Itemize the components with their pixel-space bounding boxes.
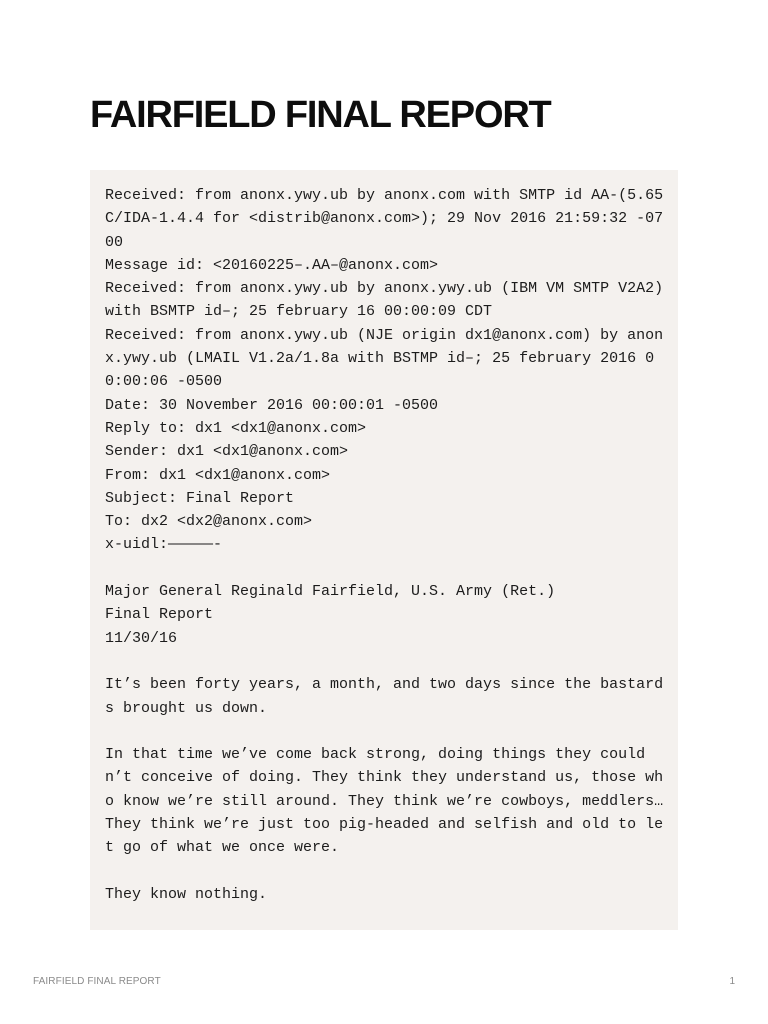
email-line: Date: 30 November 2016 00:00:01 -0500 xyxy=(105,396,439,414)
email-line: x-uidl:—————- xyxy=(105,536,223,554)
document-title: FAIRFIELD FINAL REPORT xyxy=(90,94,551,136)
email-line: It’s been forty years, a month, and two days since the bastards brought us down. xyxy=(105,676,664,717)
email-line: Received: from anonx.ywy.ub by anonx.com with SMTP id AA-(5.65C/IDA-1.4.4 for <distrib@anonx.com>); 29 Nov 2016 21:59:32 -0700 xyxy=(105,187,664,251)
email-line: Subject: Final Report xyxy=(105,489,295,507)
email-line: From: dx1 <dx1@anonx.com> xyxy=(105,466,331,484)
email-content-block xyxy=(90,170,678,930)
footer-title: FAIRFIELD FINAL REPORT xyxy=(33,976,161,987)
email-line: In that time we’ve come back strong, doing things they couldn’t conceive of doing. They think they understand us, those who know we’re still around. They think we’re cowboys, meddlers… They think we’re just too pig-headed and selfish and old to let go of what we once were. xyxy=(105,746,673,857)
email-line: Message id: <20160225–.AA–@anonx.com> xyxy=(105,256,439,274)
email-text xyxy=(105,184,673,906)
email-line: Received: from anonx.ywy.ub by anonx.ywy.ub (IBM VM SMTP V2A2) xyxy=(105,280,664,298)
page-number: 1 xyxy=(729,976,735,987)
email-line: Sender: dx1 <dx1@anonx.com> xyxy=(105,443,349,461)
email-line: To: dx2 <dx2@anonx.com> xyxy=(105,513,313,531)
email-line: Final Report xyxy=(105,606,214,624)
email-line: Received: from anonx.ywy.ub (NJE origin dx1@anonx.com) by anonx.ywy.ub (LMAIL V1.2a/1.8a with BSTMP id–; 25 february 2016 00:00:06 -0500 xyxy=(105,326,664,391)
email-line: with BSMTP id–; 25 february 16 00:00:09 CDT xyxy=(105,303,493,321)
email-line: Reply to: dx1 <dx1@anonx.com> xyxy=(105,419,367,437)
email-line: 11/30/16 xyxy=(105,629,178,647)
email-line: Major General Reginald Fairfield, U.S. Army (Ret.) xyxy=(105,583,556,601)
email-line: They know nothing. xyxy=(105,885,268,903)
